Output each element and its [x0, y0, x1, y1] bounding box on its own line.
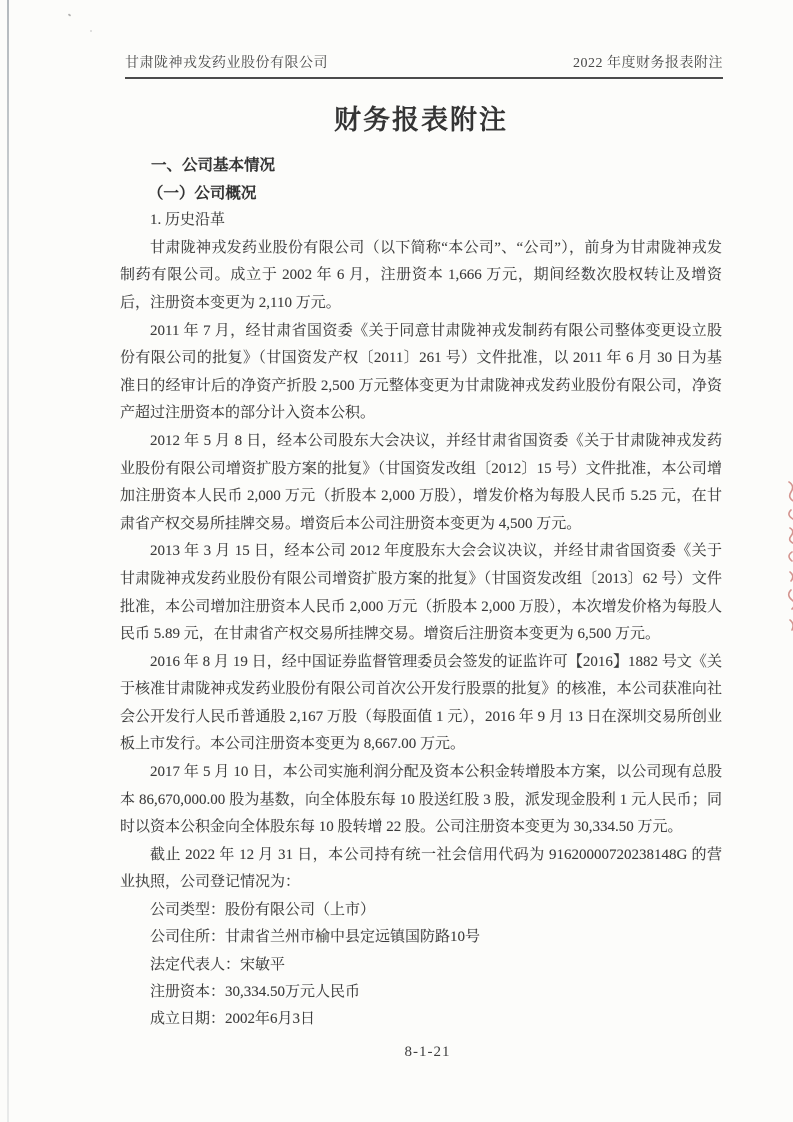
paragraph-2016-ipo: 2016 年 8 月 19 日，经中国证券监督管理委员会签发的证监许可【2016】1882 号文《关于核准甘肃陇神戎发药业股份有限公司首次公开发行股票的批复》的核准，本公司获准向社会公开发行人民币普通股 2,167 万股（每股面值 1 元），2016 年 9 月 13 日在深圳交易所创业板上市发行。本公司注册资本变更为 8,667.00 万元。: [120, 653, 722, 753]
paragraph-2012-capital-increase: 2012 年 5 月 8 日，经本公司股东大会决议，并经甘肃省国资委《关于甘肃陇神戎发药业股份有限公司增资扩股方案的批复》（甘国资发改组〔2012〕15 号）文件批准，本公司增加注册资本人民币 2,000 万元（折股本 2,000 万股），增发价格为每股人民币 5.25 元，在甘肃省产权交易所挂牌交易。增资后本公司注册资本变更为 4,500 万元。: [120, 432, 722, 532]
paragraph-business-license: 截止 2022 年 12 月 31 日，本公司持有统一社会信用代码为 91620000720238148G 的营业执照，公司登记情况为：: [120, 846, 722, 891]
scan-edge-line: [7, 0, 9, 1122]
registration-line-legal-representative: 法定代表人：宋敏平: [150, 956, 286, 973]
paragraph-2013-capital-increase: 2013 年 3 月 15 日，经本公司 2012 年度股东大会会议决议，并经甘肃省国资委《关于甘肃陇神戎发药业股份有限公司增资扩股方案的批复》（甘国资发改组〔2013〕62 号）文件批准，本公司增加注册资本人民币 2,000 万元（折股本 2,000 万股），本次增发价格为每股人民币 5.89 元，在甘肃省产权交易所挂牌交易。增资后注册资本变更为 6,500 万元。: [120, 543, 722, 643]
registration-line-address: 公司住所：甘肃省兰州市榆中县定远镇国防路10号: [150, 929, 481, 946]
page-number: 8-1-21: [404, 1044, 451, 1060]
subsection-heading: （一）公司概况: [147, 184, 257, 202]
registration-line-founding-date: 成立日期：2002年6月3日: [150, 1011, 316, 1028]
section-heading: 一、公司基本情况: [151, 157, 276, 174]
header-company-name: 甘肃陇神戎发药业股份有限公司: [125, 56, 328, 71]
paragraph-2017-profit-distribution: 2017 年 5 月 10 日，本公司实施利润分配及资本公积金转增股本方案，以公司现有总股本 86,670,000.00 股为基数，向全体股东每 10 股送红股 3 股，派发现金股利 1 元人民币；同时以资本公积金向全体股东每 10 股转增 22 股。公司注册资本变更为 30,334.50 万元。: [120, 764, 722, 836]
paragraph-2011-restructuring: 2011 年 7 月，经甘肃省国资委《关于同意甘肃陇神戎发制药有限公司整体变更设立股份有限公司的批复》（甘国资发产权〔2011〕261 号）文件批准，以 2011 年 6 月 30 日为基准日的经审计后的净资产折股 2,500 万元整体变更为甘肃陇神戎发药业股份有限公司，净资产超过注册资本的部分计入资本公积。: [120, 322, 722, 422]
page-header: [125, 52, 723, 79]
item-heading-history: 1. 历史沿革: [150, 212, 226, 229]
header-document-title: 2022 年度财务报表附注: [573, 56, 723, 71]
page-title: 财务报表附注: [334, 105, 508, 135]
paragraph-company-origin: 甘肃陇神戎发药业股份有限公司（以下简称“本公司”、“公司”），前身为甘肃陇神戎发制药有限公司。成立于 2002 年 6 月，注册资本 1,666 万元，期间经数次股权转让及增资后，注册资本变更为 2,110 万元。: [120, 239, 722, 311]
scan-speckle: [68, 13, 72, 16]
registration-line-company-type: 公司类型：股份有限公司（上市）: [150, 902, 376, 919]
scan-speckle: [90, 30, 92, 32]
registration-line-registered-capital: 注册资本：30,334.50万元人民币: [150, 983, 361, 1000]
notes-content: [120, 152, 722, 1034]
red-margin-mark: [782, 476, 793, 636]
